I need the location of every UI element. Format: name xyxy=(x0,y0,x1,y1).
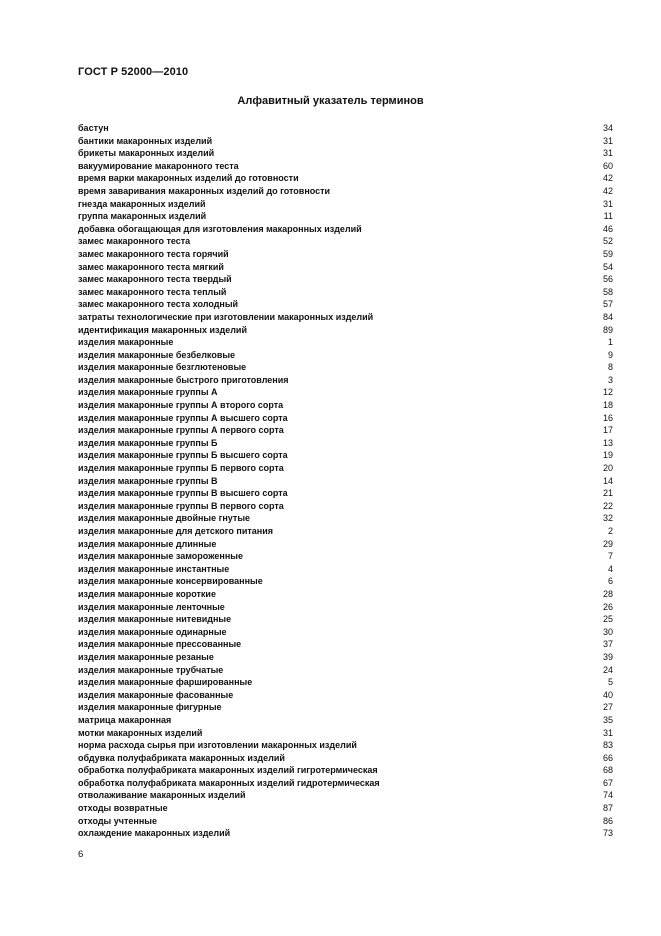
index-term: замес макаронного теста холодный xyxy=(78,299,239,310)
index-entry xyxy=(78,412,613,425)
index-entry xyxy=(78,324,613,337)
index-entry xyxy=(78,613,613,626)
index-term: добавка обогащающая для изготовления макаронных изделий xyxy=(78,223,362,234)
index-page-ref: 59 xyxy=(602,248,613,259)
index-entry xyxy=(78,764,613,777)
term-index-list xyxy=(78,122,613,840)
index-entry xyxy=(78,689,613,702)
index-term: брикеты макаронных изделий xyxy=(78,148,215,159)
index-entry xyxy=(78,525,613,538)
index-term: изделия макаронные группы Б xyxy=(78,437,218,448)
index-term: изделия макаронные группы Б первого сорта xyxy=(78,463,284,474)
index-page-ref: 37 xyxy=(602,639,613,650)
index-entry xyxy=(78,185,613,198)
index-page-ref: 24 xyxy=(602,664,613,675)
index-page-ref: 89 xyxy=(602,324,613,335)
index-entry xyxy=(78,815,613,828)
index-entry xyxy=(78,651,613,664)
index-term: изделия макаронные короткие xyxy=(78,588,216,599)
index-page-ref: 29 xyxy=(602,538,613,549)
index-term: изделия макаронные одинарные xyxy=(78,626,227,637)
index-page-ref: 73 xyxy=(602,828,613,839)
index-entry xyxy=(78,286,613,299)
index-page-ref: 86 xyxy=(602,815,613,826)
index-page-ref: 31 xyxy=(602,148,613,159)
index-term: замес макаронного теста твердый xyxy=(78,274,232,285)
index-entry xyxy=(78,714,613,727)
index-entry xyxy=(78,487,613,500)
index-page-ref: 32 xyxy=(602,513,613,524)
index-term: изделия макаронные быстрого приготовления xyxy=(78,374,289,385)
index-term: мотки макаронных изделий xyxy=(78,727,203,738)
index-entry xyxy=(78,298,613,311)
index-page-ref: 58 xyxy=(602,286,613,297)
index-entry xyxy=(78,777,613,790)
index-entry xyxy=(78,248,613,261)
index-entry xyxy=(78,827,613,840)
index-term: норма расхода сырья при изготовлении макаронных изделий xyxy=(78,740,357,751)
index-page-ref: 35 xyxy=(602,714,613,725)
index-page-ref: 28 xyxy=(602,588,613,599)
index-term: вакуумирование макаронного теста xyxy=(78,160,239,171)
index-term: обработка полуфабриката макаронных изделий гидротермическая xyxy=(78,777,380,788)
index-entry xyxy=(78,789,613,802)
index-page-ref: 30 xyxy=(602,626,613,637)
index-page-ref: 14 xyxy=(602,475,613,486)
index-page-ref: 56 xyxy=(602,274,613,285)
index-term: время варки макаронных изделий до готовности xyxy=(78,173,299,184)
index-page-ref: 74 xyxy=(602,790,613,801)
index-page-ref: 16 xyxy=(602,412,613,423)
index-page-ref: 84 xyxy=(602,311,613,322)
index-term: изделия макаронные группы В высшего сорта xyxy=(78,488,288,499)
index-entry xyxy=(78,349,613,362)
index-term: замес макаронного теста теплый xyxy=(78,286,227,297)
index-term: изделия макаронные безбелковые xyxy=(78,349,236,360)
index-term: изделия макаронные безглютеновые xyxy=(78,362,247,373)
index-page-ref: 9 xyxy=(607,349,613,360)
index-entry xyxy=(78,664,613,677)
index-entry xyxy=(78,588,613,601)
index-term: изделия макаронные инстантные xyxy=(78,563,230,574)
index-page-ref: 31 xyxy=(602,727,613,738)
index-term: изделия макаронные xyxy=(78,337,174,348)
index-term: обработка полуфабриката макаронных изделий гигротермическая xyxy=(78,765,378,776)
index-term: замес макаронного теста мягкий xyxy=(78,261,224,272)
index-title: Алфавитный указатель терминов xyxy=(237,95,424,107)
index-page-ref: 87 xyxy=(602,803,613,814)
index-term: изделия макаронные группы А xyxy=(78,387,218,398)
index-entry xyxy=(78,575,613,588)
index-entry xyxy=(78,550,613,563)
index-page-ref: 21 xyxy=(602,488,613,499)
index-entry xyxy=(78,210,613,223)
index-entry xyxy=(78,311,613,324)
index-entry xyxy=(78,374,613,387)
index-entry xyxy=(78,638,613,651)
index-entry xyxy=(78,273,613,286)
index-term: изделия макаронные ленточные xyxy=(78,601,225,612)
index-page-ref: 57 xyxy=(602,299,613,310)
index-entry xyxy=(78,538,613,551)
index-term: идентификация макаронных изделий xyxy=(78,324,247,335)
index-term: изделия макаронные фасованные xyxy=(78,689,234,700)
index-page-ref: 31 xyxy=(602,198,613,209)
index-page-ref: 26 xyxy=(602,601,613,612)
index-page-ref: 54 xyxy=(602,261,613,272)
index-page-ref: 68 xyxy=(602,765,613,776)
index-entry xyxy=(78,739,613,752)
index-term: изделия макаронные резаные xyxy=(78,651,214,662)
index-entry xyxy=(78,223,613,236)
index-term: замес макаронного теста горячий xyxy=(78,248,229,259)
index-term: группа макаронных изделий xyxy=(78,211,207,222)
index-page-ref: 6 xyxy=(607,576,613,587)
index-term: замес макаронного теста xyxy=(78,236,191,247)
index-entry xyxy=(78,172,613,185)
index-term: изделия макаронные замороженные xyxy=(78,551,243,562)
index-entry xyxy=(78,424,613,437)
index-page-ref: 31 xyxy=(602,135,613,146)
index-page-ref: 42 xyxy=(602,185,613,196)
index-page-ref: 11 xyxy=(603,211,613,222)
index-term: гнезда макаронных изделий xyxy=(78,198,206,209)
index-term: отходы возвратные xyxy=(78,803,168,814)
index-entry xyxy=(78,512,613,525)
index-page-ref: 39 xyxy=(602,651,613,662)
index-page-ref: 19 xyxy=(602,450,613,461)
document-header: ГОСТ Р 52000—2010 xyxy=(78,66,189,78)
index-entry xyxy=(78,437,613,450)
index-page-ref: 67 xyxy=(602,777,613,788)
index-entry xyxy=(78,601,613,614)
index-entry xyxy=(78,198,613,211)
index-entry xyxy=(78,399,613,412)
index-page-ref: 2 xyxy=(607,526,613,536)
index-page-ref: 66 xyxy=(602,752,613,763)
index-page-ref: 52 xyxy=(602,236,613,247)
index-term: изделия макаронные консервированные xyxy=(78,576,263,587)
index-page-ref: 20 xyxy=(602,463,613,474)
index-term: изделия макаронные прессованные xyxy=(78,639,242,650)
index-entry xyxy=(78,361,613,374)
index-page-ref: 46 xyxy=(602,223,613,234)
index-entry xyxy=(78,626,613,639)
index-entry xyxy=(78,752,613,765)
index-page-ref: 25 xyxy=(602,614,613,625)
index-page-ref: 60 xyxy=(602,160,613,171)
index-entry xyxy=(78,462,613,475)
index-page-ref: 8 xyxy=(607,362,613,373)
index-term: изделия макаронные длинные xyxy=(78,538,217,549)
index-term: изделия макаронные для детского питания xyxy=(78,526,274,536)
index-term: изделия макаронные нитевидные xyxy=(78,614,232,625)
index-term: бастун xyxy=(78,123,109,133)
index-entry xyxy=(78,475,613,488)
index-entry xyxy=(78,676,613,689)
index-entry xyxy=(78,701,613,714)
index-page-ref: 12 xyxy=(602,387,613,398)
index-term: изделия макаронные трубчатые xyxy=(78,664,224,675)
index-term: охлаждение макаронных изделий xyxy=(78,828,231,839)
index-term: изделия макаронные группы А первого сорта xyxy=(78,425,284,436)
index-term: время заваривания макаронных изделий до готовности xyxy=(78,185,331,196)
index-term: матрица макаронная xyxy=(78,714,172,725)
index-term: обдувка полуфабриката макаронных изделий xyxy=(78,752,285,763)
index-entry xyxy=(78,500,613,513)
index-entry xyxy=(78,563,613,576)
index-term: изделия макаронные двойные гнутые xyxy=(78,513,251,524)
index-page-ref: 4 xyxy=(607,563,613,574)
index-term: изделия макаронные группы А второго сорта xyxy=(78,400,284,411)
index-entry xyxy=(78,261,613,274)
index-entry xyxy=(78,449,613,462)
index-page-ref: 22 xyxy=(602,500,613,511)
index-entry xyxy=(78,160,613,173)
index-page-ref: 34 xyxy=(602,123,613,133)
index-entry xyxy=(78,386,613,399)
index-page-ref: 17 xyxy=(602,425,613,436)
index-page-ref: 7 xyxy=(607,551,613,562)
index-term: отволаживание макаронных изделий xyxy=(78,790,246,801)
index-page-ref: 27 xyxy=(602,702,613,713)
page-number: 6 xyxy=(78,849,84,860)
index-term: отходы учтенные xyxy=(78,815,157,826)
index-page-ref: 40 xyxy=(602,689,613,700)
index-term: изделия макаронные группы В первого сорта xyxy=(78,500,284,511)
index-page-ref: 42 xyxy=(602,173,613,184)
index-term: изделия макаронные фигурные xyxy=(78,702,222,713)
index-entry xyxy=(78,135,613,148)
index-page-ref: 1 xyxy=(607,337,613,348)
index-entry xyxy=(78,727,613,740)
index-entry xyxy=(78,147,613,160)
index-term: изделия макаронные группы В xyxy=(78,475,218,486)
index-term: затраты технологические при изготовлении макаронных изделий xyxy=(78,311,374,322)
index-entry xyxy=(78,336,613,349)
index-page-ref: 13 xyxy=(602,437,613,448)
index-term: бантики макаронных изделий xyxy=(78,135,213,146)
index-term: изделия макаронные группы А высшего сорта xyxy=(78,412,288,423)
index-entry xyxy=(78,802,613,815)
index-page-ref: 3 xyxy=(607,374,613,385)
index-page-ref: 5 xyxy=(607,677,613,688)
index-entry xyxy=(78,235,613,248)
index-page-ref: 83 xyxy=(602,740,613,751)
index-term: изделия макаронные группы Б высшего сорта xyxy=(78,450,288,461)
index-term: изделия макаронные фаршированные xyxy=(78,677,253,688)
index-entry xyxy=(78,122,613,135)
index-page-ref: 18 xyxy=(602,400,613,411)
